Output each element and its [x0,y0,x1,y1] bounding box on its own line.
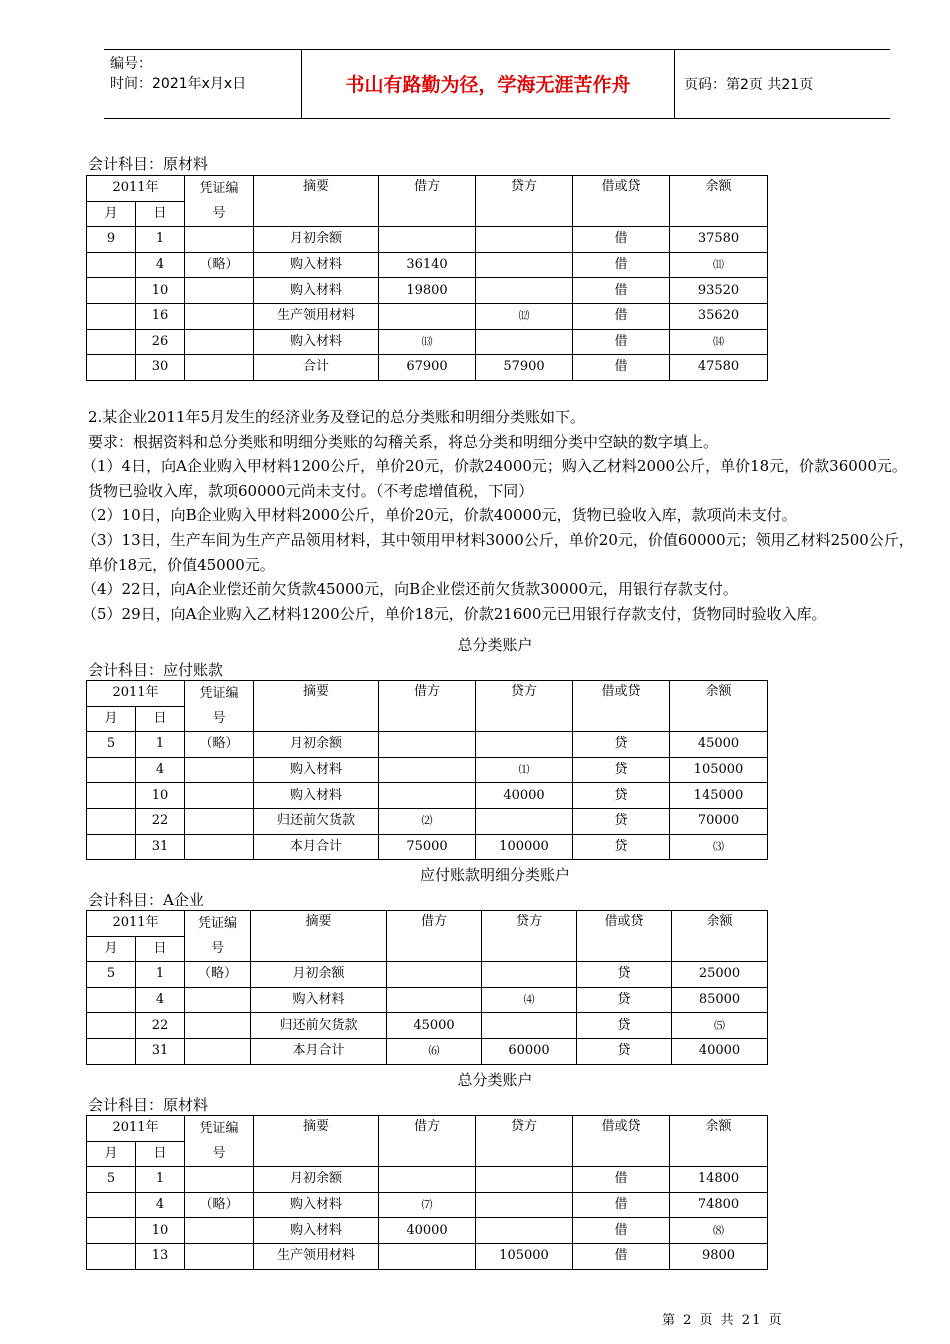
table-row [87,1167,768,1193]
summary-cell: 月初余额 [251,962,387,988]
debit-cell [379,1167,476,1193]
voucher-header [185,176,254,227]
debit-cell: 67900 [379,355,476,381]
credit-cell [476,278,573,304]
credit-cell [476,1167,573,1193]
table-row [87,278,768,304]
balance-cell: ⑾ [670,252,768,278]
problem-requirement: 要求：根据资料和总分类账和明细分类账的勾稽关系，将总分类和明细分类中空缺的数字填上。 [88,432,719,451]
voucher-cell [185,303,254,329]
day-cell: 30 [136,355,185,381]
day-header: 日 [136,201,185,227]
day-cell: 22 [136,808,185,834]
debit-cell [379,757,476,783]
balance-header: 余额 [670,1116,768,1167]
month-cell: 5 [87,732,136,758]
debit-cell: ⑺ [379,1192,476,1218]
dr-cr-cell: 借 [573,252,670,278]
debit-cell: ⑹ [387,1038,482,1064]
table-row [87,962,768,988]
day-cell: 1 [136,962,185,988]
month-cell [87,987,136,1013]
balance-header: 余额 [672,911,768,962]
header-page-label: 页码：第2页 共21页 [684,77,814,93]
dr-cr-cell: 借 [573,1192,670,1218]
debit-cell: 36140 [379,252,476,278]
day-cell: 31 [136,1038,185,1064]
voucher-header-line: 号 [212,206,226,221]
voucher-header-line: 号 [212,711,226,726]
table-row [87,987,768,1013]
voucher-cell [185,1243,254,1269]
balance-cell: ⑻ [670,1218,768,1244]
voucher-cell [185,834,254,860]
summary-header: 摘要 [254,176,379,227]
table-row [87,1013,768,1039]
day-header: 日 [136,1141,185,1167]
summary-header: 摘要 [254,681,379,732]
debit-cell [379,227,476,253]
ledger1-table [86,175,768,381]
summary-cell: 合计 [254,355,379,381]
voucher-cell [185,1167,254,1193]
credit-header: 贷方 [476,176,573,227]
voucher-cell [185,227,254,253]
debit-cell [379,783,476,809]
table-row [87,808,768,834]
month-cell [87,278,136,304]
table-row [87,1243,768,1269]
dr-cr-cell: 贷 [577,1013,672,1039]
serial-label: 编号： [110,56,152,72]
month-cell [87,783,136,809]
balance-cell: ⑶ [670,834,768,860]
credit-cell: ⑷ [482,987,577,1013]
credit-cell [476,227,573,253]
day-cell: 1 [136,1167,185,1193]
balance-cell: 45000 [670,732,768,758]
table-row [87,1038,768,1064]
balance-cell: 35620 [670,303,768,329]
dr-cr-cell: 贷 [573,834,670,860]
month-cell [87,834,136,860]
table-row [87,757,768,783]
ledger4-caption: 总分类账户 [457,1071,533,1089]
day-cell: 1 [136,732,185,758]
day-cell: 31 [136,834,185,860]
day-cell: 1 [136,227,185,253]
balance-cell: 47580 [670,355,768,381]
table-row [87,329,768,355]
debit-cell [379,303,476,329]
balance-cell: 37580 [670,227,768,253]
summary-cell: 月初余额 [254,227,379,253]
debit-cell: 75000 [379,834,476,860]
summary-cell: 购入材料 [254,783,379,809]
dr-cr-cell: 贷 [573,732,670,758]
day-cell: 4 [136,987,185,1013]
ledger3-subject: 会计科目：A企业 [88,891,204,909]
table-row [87,1218,768,1244]
credit-header: 贷方 [476,1116,573,1167]
credit-cell [476,1218,573,1244]
balance-header: 余额 [670,681,768,732]
month-cell [87,1243,136,1269]
table-row [87,252,768,278]
month-cell: 5 [87,962,136,988]
summary-cell: 月初余额 [254,732,379,758]
day-cell: 13 [136,1243,185,1269]
month-cell [87,252,136,278]
credit-cell [476,329,573,355]
debit-cell [379,732,476,758]
voucher-cell: （略） [185,962,251,988]
voucher-header [185,1116,254,1167]
credit-cell: ⑴ [476,757,573,783]
dr-cr-cell: 贷 [577,962,672,988]
ledger1-subject: 会计科目：原材料 [88,155,209,173]
summary-cell: 购入材料 [254,1218,379,1244]
credit-cell [482,962,577,988]
dr-cr-cell: 借 [573,1167,670,1193]
table-row [87,1192,768,1218]
debit-header: 借方 [379,176,476,227]
header-info [110,54,246,94]
voucher-cell [185,355,254,381]
year-header: 2011年 [87,911,185,937]
voucher-cell: （略） [185,1192,254,1218]
credit-cell: 100000 [476,834,573,860]
credit-cell [476,1192,573,1218]
time-label: 时间：2021年x月x日 [110,76,247,92]
month-header: 月 [87,1141,136,1167]
header-motto: 书山有路勤为径，学海无涯苦作舟 [345,74,631,96]
day-cell: 4 [136,252,185,278]
year-header: 2011年 [87,681,185,707]
day-cell: 22 [136,1013,185,1039]
voucher-cell: （略） [185,732,254,758]
day-cell: 10 [136,278,185,304]
dr-cr-cell: 借 [573,329,670,355]
dr-cr-cell: 借 [573,1218,670,1244]
credit-cell [476,732,573,758]
dr-cr-header: 借或贷 [573,681,670,732]
voucher-header-line: 凭证编 [199,686,239,701]
summary-header: 摘要 [254,1116,379,1167]
header-divider [674,50,675,118]
voucher-header-line: 号 [212,1146,226,1161]
problem-intro: 2.某企业2011年5月发生的经济业务及登记的总分类账和明细分类账如下。 [88,408,586,426]
summary-cell: 购入材料 [254,329,379,355]
balance-cell: 25000 [672,962,768,988]
voucher-header-line: 凭证编 [197,916,237,931]
balance-cell: 74800 [670,1192,768,1218]
credit-cell: 105000 [476,1243,573,1269]
dr-cr-cell: 借 [573,227,670,253]
month-cell [87,329,136,355]
summary-cell: 生产领用材料 [254,1243,379,1269]
table-row [87,834,768,860]
voucher-header [185,911,251,962]
day-header: 日 [136,936,185,962]
summary-cell: 本月合计 [254,834,379,860]
problem-item: （3）13日，生产车间为生产产品领用材料，其中领用甲材料3000公斤，单价20元，价值60000元；领用乙材料2500公斤，单价18元，价值45000元。 [82,530,914,574]
dr-cr-cell: 贷 [577,987,672,1013]
day-header: 日 [136,706,185,732]
ledger2-table [86,680,768,860]
debit-header: 借方 [379,1116,476,1167]
dr-cr-cell: 贷 [573,757,670,783]
summary-cell: 归还前欠货款 [254,808,379,834]
balance-cell: ⒁ [670,329,768,355]
month-header: 月 [87,936,136,962]
voucher-cell: （略） [185,252,254,278]
month-cell [87,355,136,381]
table-row [87,227,768,253]
summary-cell: 购入材料 [254,757,379,783]
header-row [87,176,768,202]
debit-header: 借方 [379,681,476,732]
day-cell: 10 [136,783,185,809]
ledger2-caption: 总分类账户 [457,636,533,654]
credit-header: 贷方 [482,911,577,962]
day-cell: 26 [136,329,185,355]
voucher-cell [185,987,251,1013]
month-cell [87,808,136,834]
balance-cell: 105000 [670,757,768,783]
month-cell [87,1192,136,1218]
month-cell: 5 [87,1167,136,1193]
month-header: 月 [87,706,136,732]
month-cell [87,1038,136,1064]
balance-cell: 14800 [670,1167,768,1193]
credit-cell: 60000 [482,1038,577,1064]
summary-cell: 购入材料 [251,987,387,1013]
month-cell [87,1013,136,1039]
month-cell: 9 [87,227,136,253]
credit-cell: 40000 [476,783,573,809]
table-row [87,783,768,809]
summary-cell: 购入材料 [254,278,379,304]
month-cell [87,1218,136,1244]
debit-cell [387,962,482,988]
summary-cell: 生产领用材料 [254,303,379,329]
balance-cell: 93520 [670,278,768,304]
month-cell [87,757,136,783]
credit-cell: 57900 [476,355,573,381]
dr-cr-header: 借或贷 [573,176,670,227]
credit-cell: ⑿ [476,303,573,329]
credit-header: 贷方 [476,681,573,732]
balance-cell: ⑸ [672,1013,768,1039]
dr-cr-cell: 借 [573,355,670,381]
balance-header: 余额 [670,176,768,227]
voucher-cell [185,278,254,304]
dr-cr-cell: 贷 [577,1038,672,1064]
dr-cr-cell: 借 [573,303,670,329]
voucher-header-line: 号 [210,941,224,956]
dr-cr-cell: 贷 [573,808,670,834]
voucher-cell [185,1013,251,1039]
page-footer: 第 2 页 共 21 页 [662,1313,784,1328]
dr-cr-cell: 借 [573,1243,670,1269]
dr-cr-cell: 贷 [573,783,670,809]
voucher-cell [185,1038,251,1064]
table-row [87,355,768,381]
day-cell: 4 [136,757,185,783]
voucher-cell [185,1218,254,1244]
problem-item: （1）4日，向A企业购入甲材料1200公斤，单价20元，价款24000元；购入乙材料2000公斤，单价18元，价款36000元。货物已验收入库，款项60000元尚未支付。（不考虑增值税，下同） [82,457,907,500]
voucher-cell [185,757,254,783]
dr-cr-cell: 借 [573,278,670,304]
credit-cell [482,1013,577,1039]
problem-item: （4）22日，向A企业偿还前欠货款45000元，向B企业偿还前欠货款30000元，用银行存款支付。 [82,580,738,599]
header-row [87,1116,768,1142]
voucher-header-line: 凭证编 [199,1121,239,1136]
dr-cr-header: 借或贷 [573,1116,670,1167]
debit-header: 借方 [387,911,482,962]
day-cell: 4 [136,1192,185,1218]
debit-cell: 19800 [379,278,476,304]
problem-text [82,405,920,626]
ledger4-subject: 会计科目：原材料 [88,1096,209,1114]
summary-header: 摘要 [251,911,387,962]
voucher-header [185,681,254,732]
debit-cell [387,987,482,1013]
problem-item: （5）29日，向A企业购入乙材料1200公斤，单价18元，价款21600元已用银行存款支付，货物同时验收入库。 [82,604,827,623]
voucher-header-line: 凭证编 [199,181,239,196]
month-header: 月 [87,201,136,227]
ledger3-caption: 应付账款明细分类账户 [419,866,570,884]
year-header: 2011年 [87,1116,185,1142]
ledger3-table [86,910,768,1065]
summary-cell: 购入材料 [254,1192,379,1218]
header-row [87,681,768,707]
debit-cell: 40000 [379,1218,476,1244]
month-cell [87,303,136,329]
debit-cell [379,1243,476,1269]
voucher-cell [185,808,254,834]
voucher-cell [185,329,254,355]
voucher-cell [185,783,254,809]
dr-cr-header: 借或贷 [577,911,672,962]
summary-cell: 归还前欠货款 [251,1013,387,1039]
debit-cell: 45000 [387,1013,482,1039]
header-row [87,911,768,937]
year-header: 2011年 [87,176,185,202]
debit-cell: ⒀ [379,329,476,355]
table-row [87,303,768,329]
debit-cell: ⑵ [379,808,476,834]
page-header [104,49,890,119]
ledger2-subject: 会计科目：应付账款 [88,661,224,679]
summary-cell: 月初余额 [254,1167,379,1193]
ledger4-table [86,1115,768,1270]
balance-cell: 85000 [672,987,768,1013]
day-cell: 10 [136,1218,185,1244]
balance-cell: 40000 [672,1038,768,1064]
problem-item: （2）10日，向B企业购入甲材料2000公斤，单价20元，价款40000元，货物已验收入库，款项尚未支付。 [82,506,797,525]
balance-cell: 145000 [670,783,768,809]
table-row [87,732,768,758]
day-cell: 16 [136,303,185,329]
summary-cell: 购入材料 [254,252,379,278]
credit-cell [476,808,573,834]
credit-cell [476,252,573,278]
summary-cell: 本月合计 [251,1038,387,1064]
balance-cell: 70000 [670,808,768,834]
balance-cell: 9800 [670,1243,768,1269]
